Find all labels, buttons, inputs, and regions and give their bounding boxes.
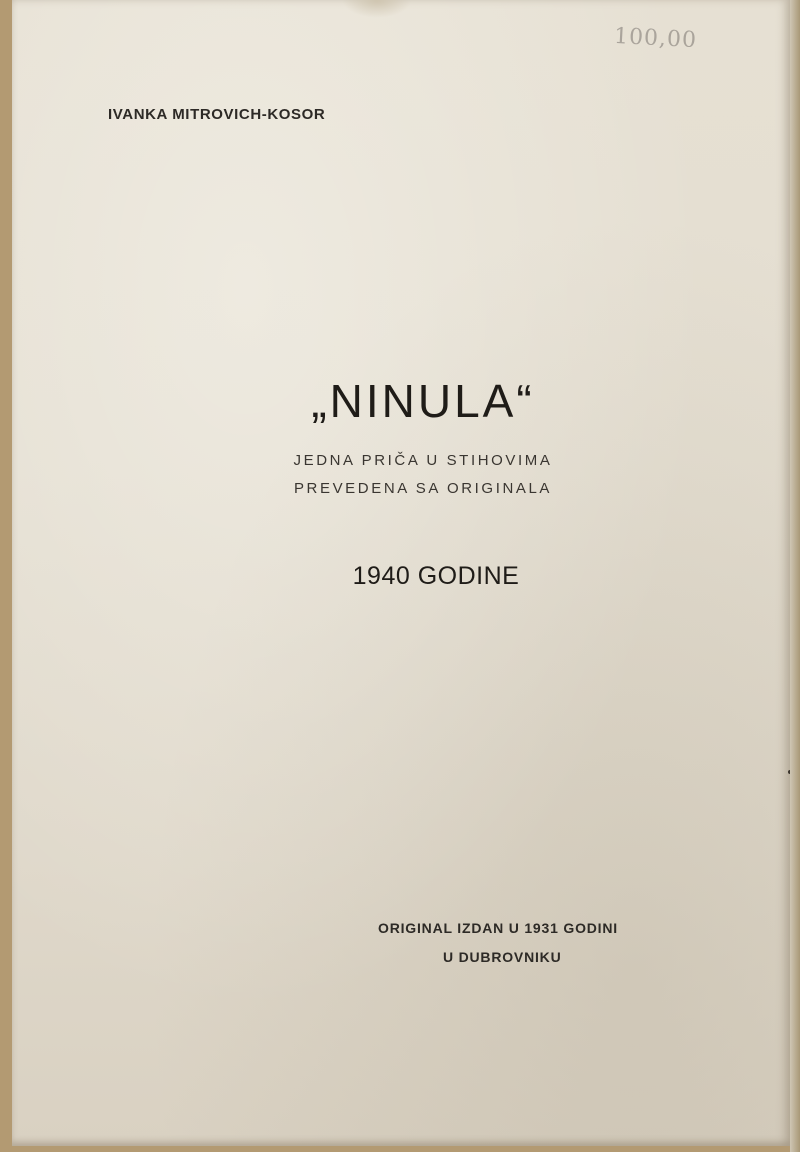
publication-year: 1940 GODINE [352, 562, 520, 590]
cover-right-edge [790, 0, 800, 1152]
subtitle-line-2: PREVEDENA SA ORIGINALA [293, 480, 553, 497]
imprint-line-1: ORIGINAL IZDAN U 1931 GODINI [378, 920, 618, 936]
torn-top-edge [342, 0, 412, 18]
imprint-line-2: U DUBROVNIKU [443, 949, 562, 965]
author-name: IVANKA MITROVICH-KOSOR [108, 106, 326, 123]
pencil-price-note: 100,00 [613, 23, 698, 54]
subtitle-line-1: JEDNA PRIČA U STIHOVIMA [293, 452, 553, 469]
book-title: „NINULA“ [311, 375, 535, 427]
cover-paper [12, 0, 790, 1146]
